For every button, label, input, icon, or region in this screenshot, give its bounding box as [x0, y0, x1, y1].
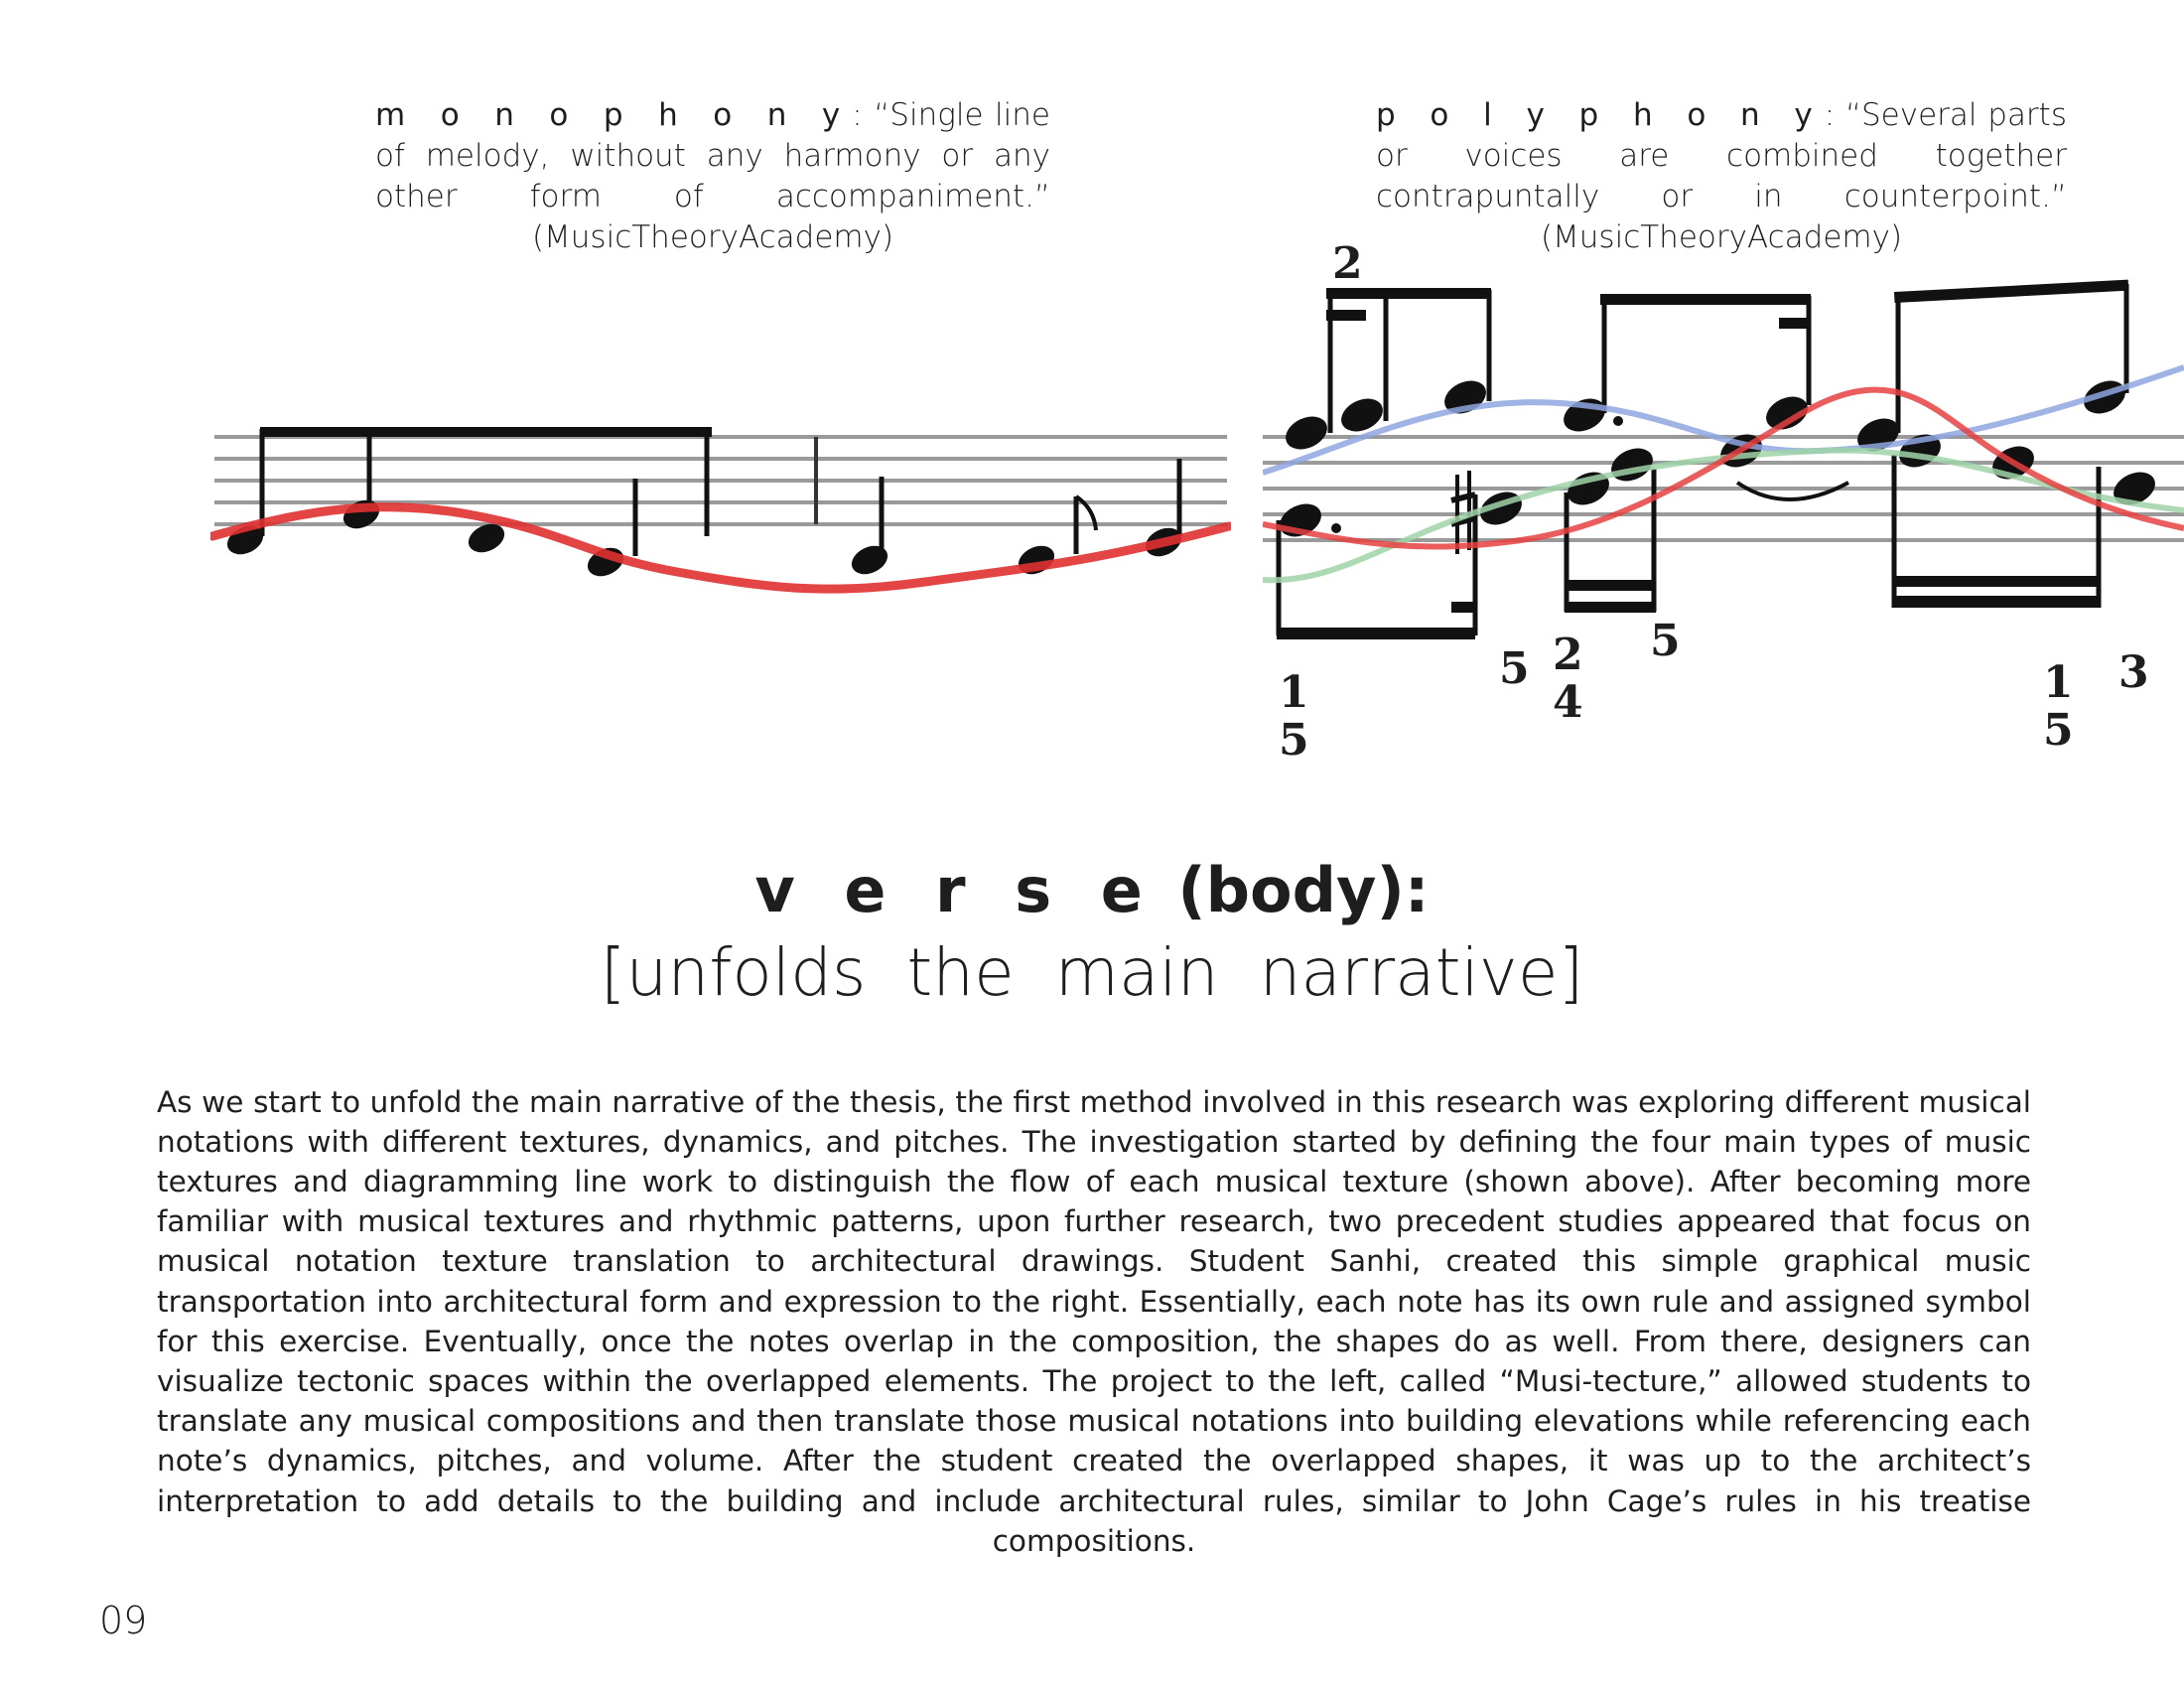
- fingering-5-left: 5: [1279, 715, 1309, 766]
- monophony-caption: [375, 95, 1050, 258]
- fingering-5-right: 5: [2043, 705, 2074, 756]
- fingering-3-right: 3: [2118, 647, 2149, 698]
- fingering-5-center: 5: [1650, 616, 1681, 666]
- heading-rest: (body):: [1156, 854, 1430, 926]
- fingering-1-right: 1: [2043, 657, 2074, 708]
- fingering-2-mid: 2: [1553, 630, 1583, 680]
- section-subheading: [unfolds the main narrative]: [600, 934, 1584, 1011]
- body-paragraph: As we start to unfold the main narrative of the thesis, the first method involved in this research was exploring different musical notations with different textures, dynamics, and pitches. The investigation started by defining the four main types of music textures and diagramming line work to distinguish the flow of each musical texture (shown above). After becoming more familiar with musical textures and rhythmic patterns, upon further research, two precedent studies appeared that focus on musical notation texture translation to architectural drawings. Student Sanhi, created this simple graphical music transportation into architectural form and expression to the right. Essentially, each note has its own rule and assigned symbol for this exercise. Eventually, once the notes overlap in the composition, the shapes do as well. From there, designers can visualize tectonic spaces within the overlapped elements. The project to the left, called “Musi-tecture,” allowed students to translate any musical compositions and then translate those musical notations into building elevations while referencing each note’s dynamics, pitches, and volume. After the student created the overlapped shapes, it was up to the architect’s interpretation to add details to the building and include architectural rules, similar to John Cage’s rules in his treatise compositions.: [157, 1084, 2031, 1558]
- heading-term: v e r s e: [754, 854, 1157, 926]
- fingering-2-top: 2: [1332, 238, 1363, 289]
- monophony-notation-figure: [210, 397, 1231, 596]
- fingering-1-left: 1: [1279, 667, 1309, 718]
- polyphony-notation-figure: [1263, 226, 2184, 782]
- fingering-numbers: [1279, 238, 2149, 766]
- section-heading: [0, 854, 2184, 927]
- fingering-4-mid: 4: [1553, 677, 1583, 728]
- monophony-term: m o n o p h o n y: [375, 97, 853, 133]
- fingering-5-mid: 5: [1499, 643, 1530, 694]
- polyphony-definition: : “Several parts or voices are combined together contrapuntally or in counterpoint.” (MusicTheoryAcademy): [1376, 97, 2067, 255]
- page-number: 09: [99, 1599, 148, 1642]
- polyphony-term: p o l y p h o n y: [1376, 97, 1825, 133]
- monophony-definition: : “Single line of melody, without any harmony or any other form of accompaniment.” (MusicTheoryAcademy): [375, 97, 1050, 255]
